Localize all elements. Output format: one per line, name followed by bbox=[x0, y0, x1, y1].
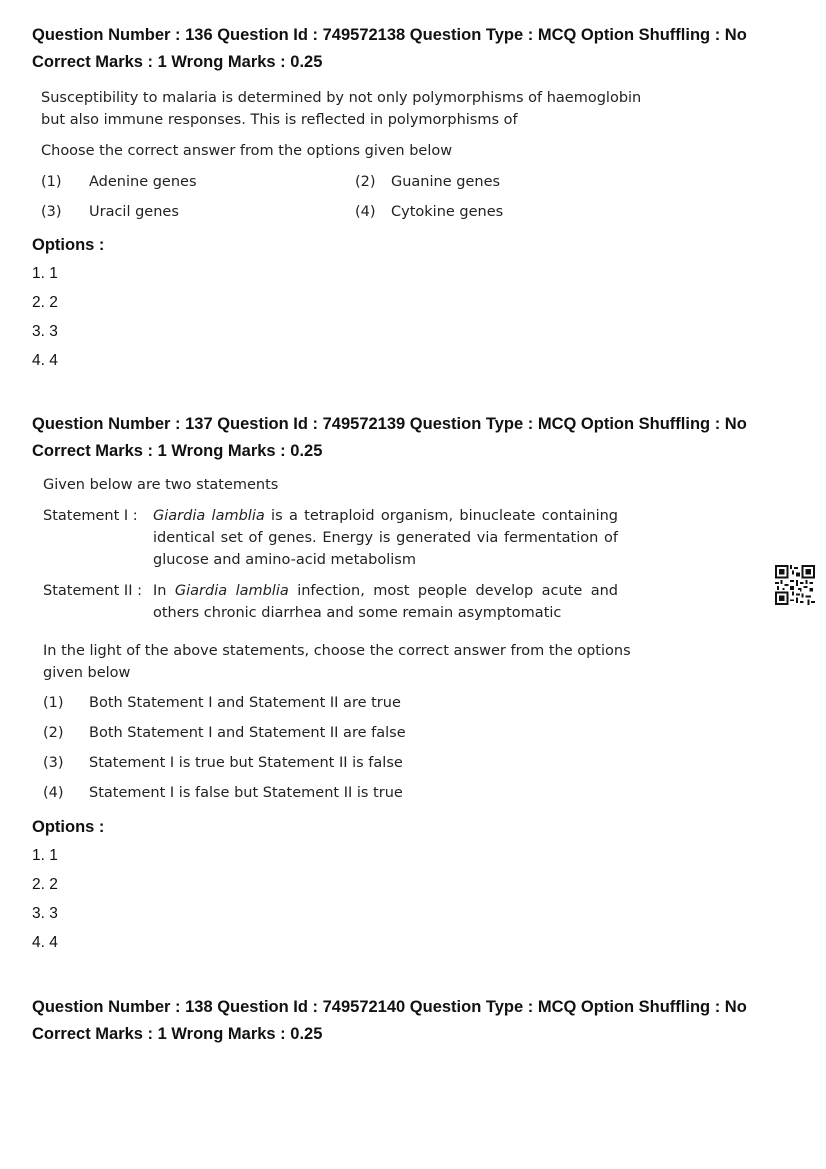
answer-choices bbox=[43, 692, 802, 804]
question-body bbox=[41, 87, 802, 223]
statement-1 bbox=[43, 505, 802, 571]
species-name: Giardia lamblia bbox=[174, 583, 289, 599]
question-header-marks: Correct Marks : 1 Wrong Marks : 0.25 bbox=[32, 53, 323, 71]
choice-number: (3) bbox=[43, 755, 64, 771]
options-label: Options : bbox=[32, 236, 105, 254]
question-header bbox=[32, 994, 802, 1048]
species-name: Giardia lamblia bbox=[153, 508, 265, 524]
option-item: 1. 1 bbox=[32, 847, 58, 864]
question-stem bbox=[41, 87, 802, 131]
choice-number: (4) bbox=[43, 785, 64, 801]
answer-choices bbox=[41, 171, 802, 223]
choice-text: Statement I is true but Statement II is false bbox=[89, 755, 403, 771]
option-item: 3. 3 bbox=[32, 323, 58, 340]
options-label: Options : bbox=[32, 818, 105, 836]
option-item: 4. 4 bbox=[32, 352, 58, 369]
statement-body: is a tetraploid organism, binucleate containing identical set of genes. Energy is generated via fermentation of glucose and amino-acid metabolism bbox=[153, 508, 618, 568]
choice-number: (1) bbox=[43, 695, 64, 711]
choice-number: (2) bbox=[355, 174, 376, 190]
question-137 bbox=[32, 411, 802, 957]
question-header-line1: Question Number : 138 Question Id : 749572140 Question Type : MCQ Option Shuffling : No bbox=[32, 998, 747, 1016]
statement-label: Statement II : bbox=[43, 583, 142, 599]
choice-text: Both Statement I and Statement II are true bbox=[89, 695, 401, 711]
choice-number: (2) bbox=[43, 725, 64, 741]
choice-text: Both Statement I and Statement II are false bbox=[89, 725, 406, 741]
option-item: 1. 1 bbox=[32, 265, 58, 282]
choice-text: Adenine genes bbox=[89, 174, 197, 190]
option-item: 2. 2 bbox=[32, 876, 58, 893]
choice-number: (3) bbox=[41, 204, 62, 220]
choice-text: Cytokine genes bbox=[391, 204, 504, 220]
answer-choice bbox=[43, 692, 802, 714]
answer-choice bbox=[43, 722, 802, 744]
choice-number: (4) bbox=[355, 204, 376, 220]
instruction-line: given below bbox=[43, 665, 131, 681]
answer-choice bbox=[43, 782, 802, 804]
statement-text bbox=[153, 505, 618, 571]
question-header-line1: Question Number : 136 Question Id : 749572138 Question Type : MCQ Option Shuffling : No bbox=[32, 26, 747, 44]
question-intro: Given below are two statements bbox=[43, 477, 279, 493]
statement-text bbox=[153, 580, 618, 624]
question-body bbox=[43, 474, 802, 804]
option-item: 2. 2 bbox=[32, 294, 58, 311]
choice-number: (1) bbox=[41, 174, 62, 190]
stem-line: Susceptibility to malaria is determined by not only polymorphisms of haemoglobin bbox=[41, 90, 642, 106]
question-header-marks: Correct Marks : 1 Wrong Marks : 0.25 bbox=[32, 1025, 323, 1043]
options-list bbox=[32, 259, 802, 375]
choice-text: Statement I is false but Statement II is true bbox=[89, 785, 403, 801]
option-item: 3. 3 bbox=[32, 905, 58, 922]
question-header-marks: Correct Marks : 1 Wrong Marks : 0.25 bbox=[32, 442, 323, 460]
question-header bbox=[32, 411, 802, 465]
statement-2 bbox=[43, 580, 802, 624]
qr-code-icon bbox=[774, 565, 816, 605]
statement-prefix: In bbox=[153, 583, 175, 599]
question-136 bbox=[32, 22, 802, 375]
instruction-line: In the light of the above statements, choose the correct answer from the options bbox=[43, 643, 631, 659]
statement-body: infection, most people develop acute and others chronic diarrhea and some remain asymptomatic bbox=[153, 583, 619, 621]
statement-label: Statement I : bbox=[43, 508, 138, 524]
question-instruction: Choose the correct answer from the options given below bbox=[41, 143, 453, 159]
question-instruction bbox=[43, 640, 802, 684]
option-item: 4. 4 bbox=[32, 934, 58, 951]
choice-text: Guanine genes bbox=[391, 174, 501, 190]
question-138 bbox=[32, 994, 802, 1048]
options-list bbox=[32, 841, 802, 957]
question-header-line1: Question Number : 137 Question Id : 749572139 Question Type : MCQ Option Shuffling : No bbox=[32, 415, 747, 433]
choice-text: Uracil genes bbox=[89, 204, 179, 220]
answer-choice bbox=[43, 752, 802, 774]
stem-line: but also immune responses. This is reflected in polymorphisms of bbox=[41, 112, 518, 128]
question-header bbox=[32, 22, 802, 76]
